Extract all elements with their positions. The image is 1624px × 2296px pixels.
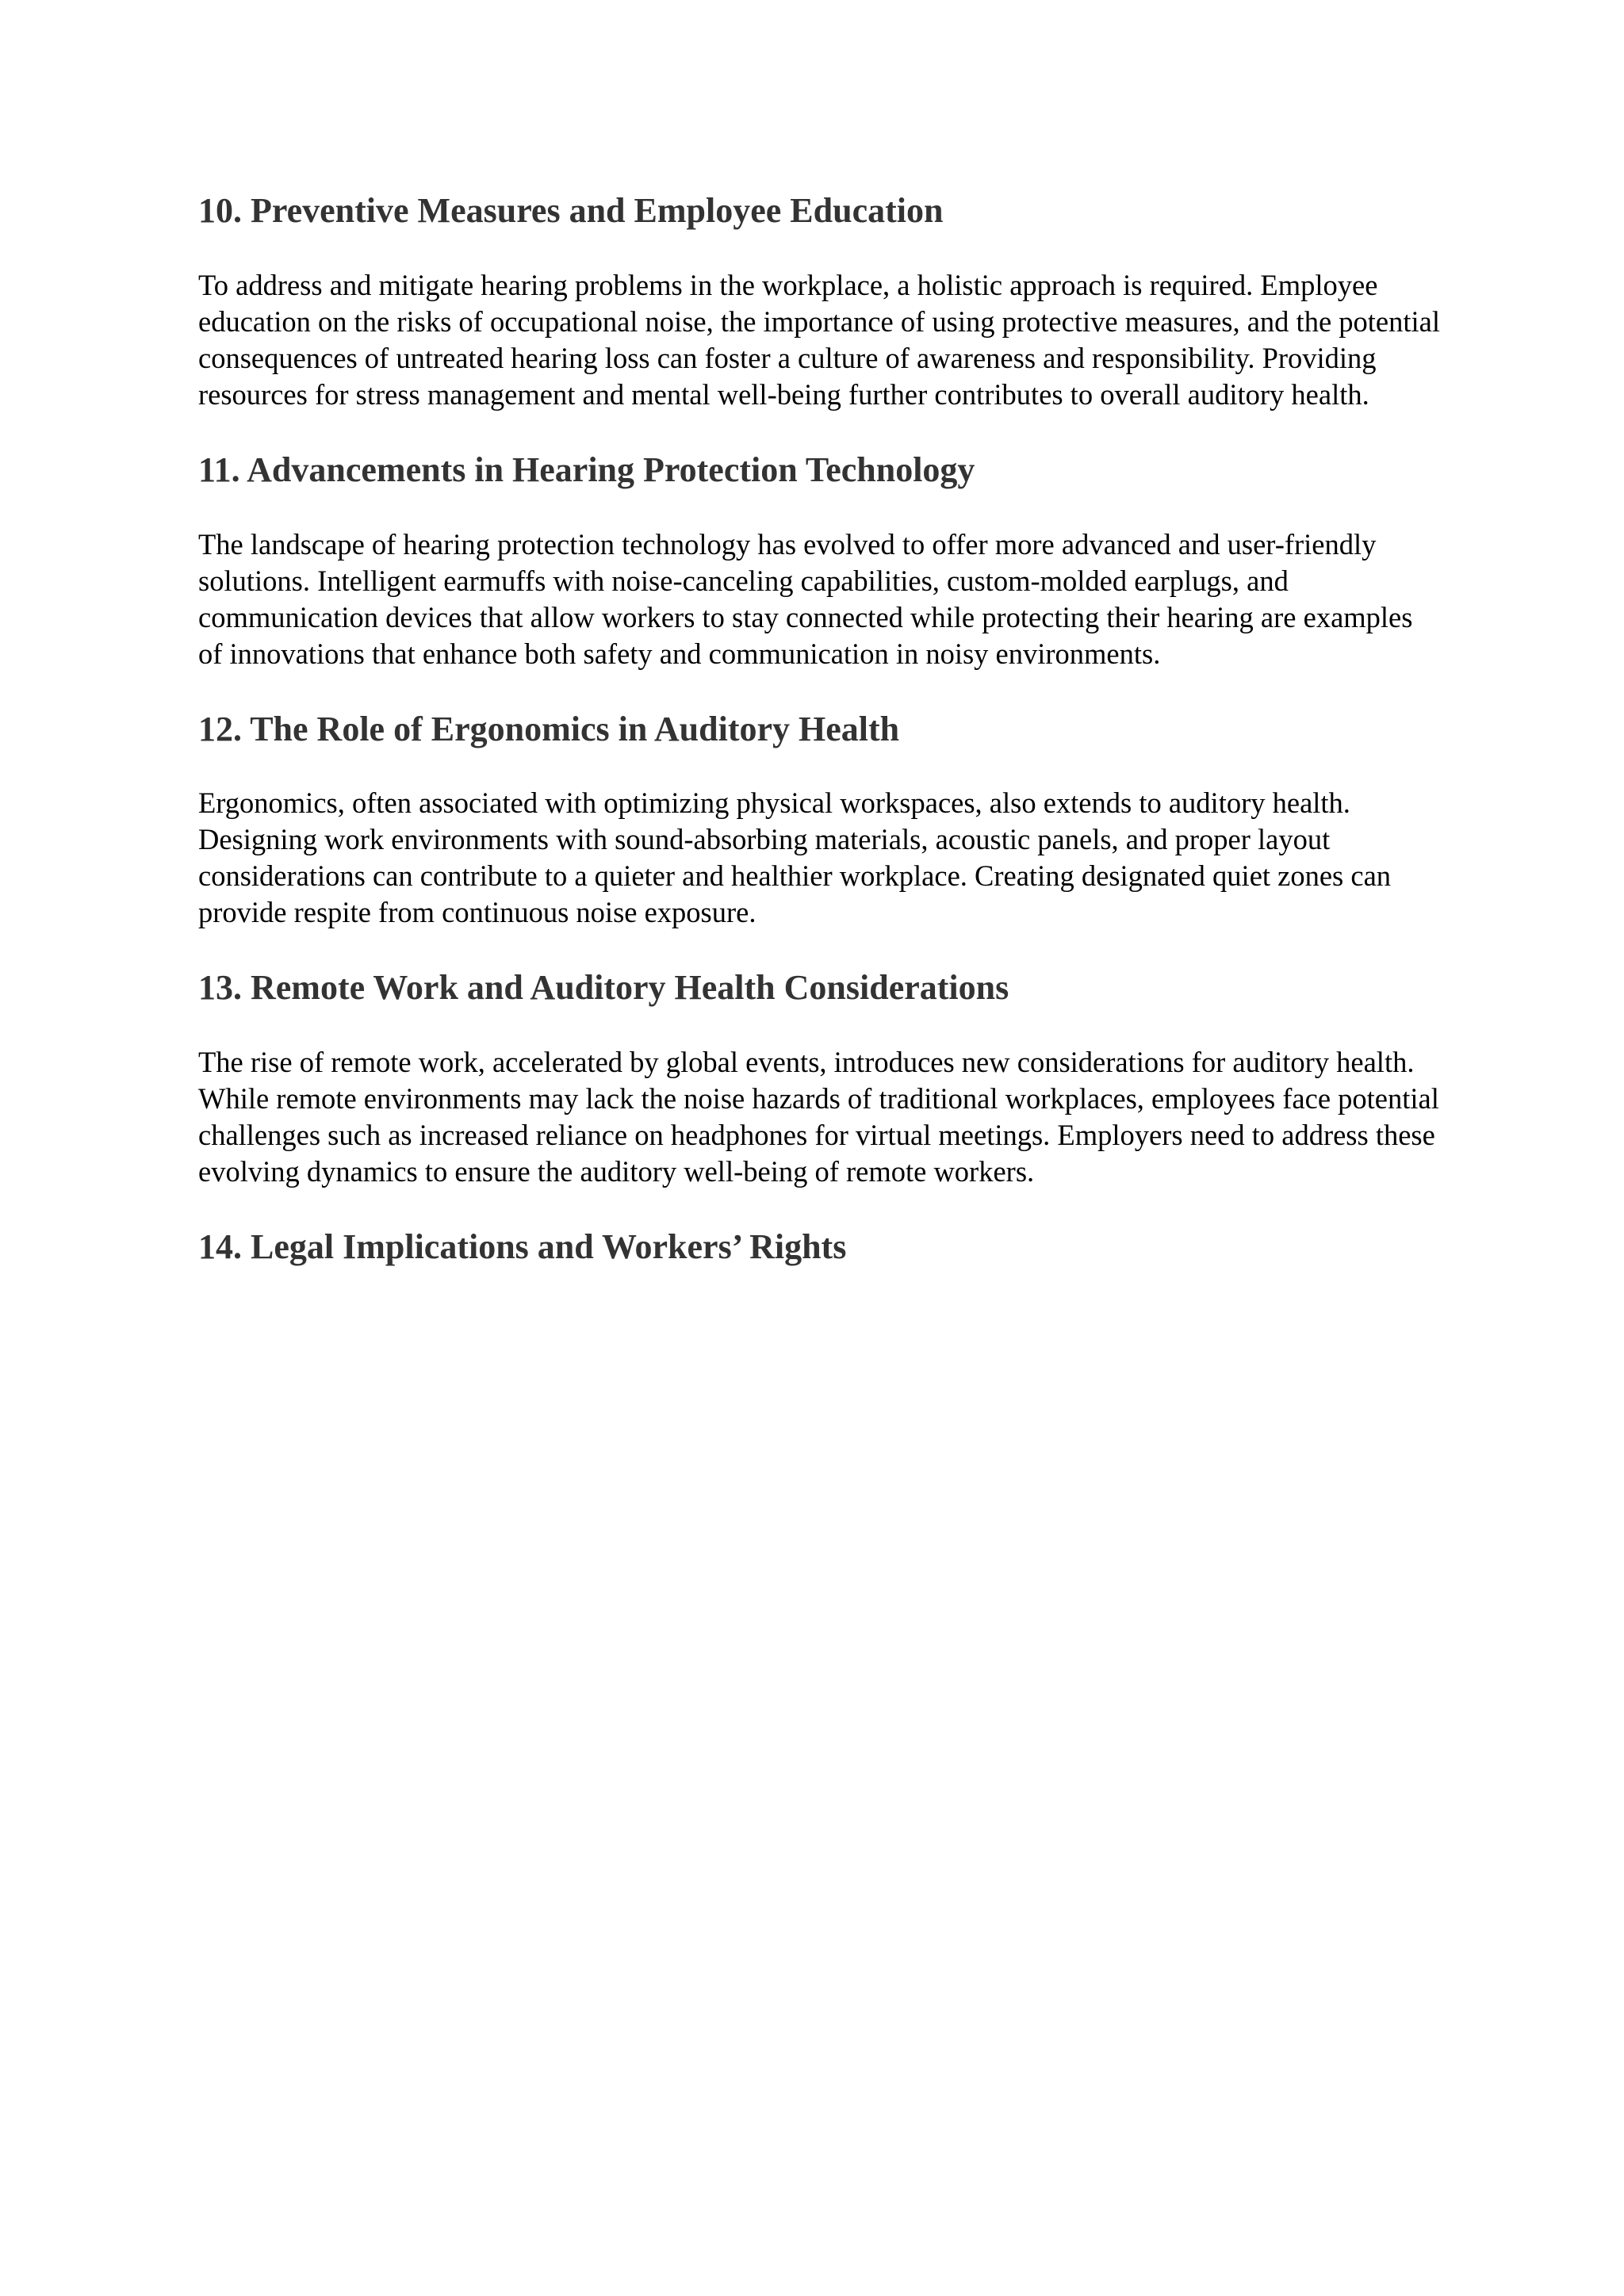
section-heading: 13. Remote Work and Auditory Health Considerations — [198, 968, 1009, 1008]
section-heading: 12. The Role of Ergonomics in Auditory Health — [198, 709, 900, 748]
document-page — [198, 190, 1443, 1303]
section-paragraph: The landscape of hearing protection technology has evolved to offer more advanced and user-friendly solutions. Intelligent earmuffs with noise-canceling capabilities, custom-molded earplugs, and communication devices that allow workers to stay connected while protecting their hearing are examples of innovations that enhance both safety and communication in noisy environments. — [198, 527, 1413, 670]
section-legal-implications — [198, 1226, 1443, 1269]
section-paragraph: The rise of remote work, accelerated by global events, introduces new considerations for auditory health. While remote environments may lack the noise hazards of traditional workplaces, employees face potential challenges such as increased reliance on headphones for virtual meetings. Employers need to address these evolving dynamics to ensure the auditory well-being of remote workers. — [198, 1046, 1439, 1188]
section-paragraph: Ergonomics, often associated with optimizing physical workspaces, also extends to auditory health. Designing work environments with sound-absorbing materials, acoustic panels, and proper layout considerations can contribute to a quieter and healthier workplace. Creating designated quiet zones can provide respite from continuous noise exposure. — [198, 786, 1392, 929]
section-paragraph: To address and mitigate hearing problems in the workplace, a holistic approach is required. Employee education on the risks of occupational noise, the importance of using protective measures, and the potential consequences of untreated hearing loss can foster a culture of awareness and responsibility. Providing resources for stress management and mental well-being further contributes to overall auditory health. — [198, 268, 1440, 411]
section-heading: 11. Advancements in Hearing Protection Technology — [198, 450, 975, 489]
section-heading: 10. Preventive Measures and Employee Education — [198, 191, 944, 230]
section-preventive-measures — [198, 190, 1443, 413]
section-hearing-protection-technology — [198, 450, 1443, 672]
section-heading: 14. Legal Implications and Workers’ Rights — [198, 1227, 847, 1267]
section-ergonomics — [198, 709, 1443, 932]
section-remote-work — [198, 967, 1443, 1190]
